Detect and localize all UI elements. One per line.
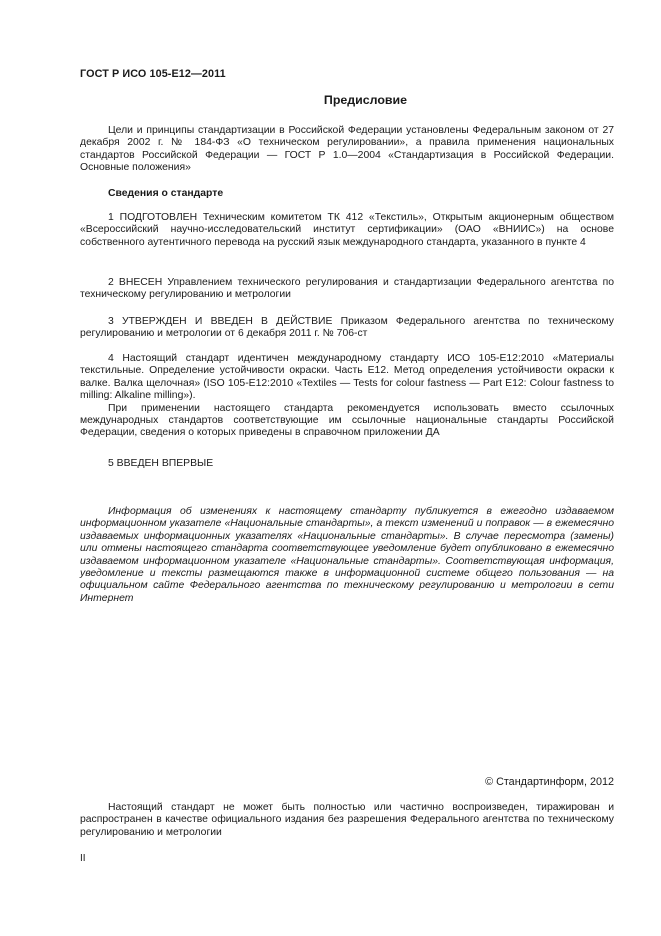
item-3: [80, 316, 614, 341]
intro-paragraph: [80, 125, 614, 175]
notice-paragraph: [80, 506, 614, 605]
info-heading: Сведения о стандарте: [108, 188, 224, 199]
page-title: Предисловие: [323, 93, 408, 107]
item-4-text: 4 Настоящий стандарт идентичен международному стандарту ИСО 105-E12:2010 «Материалы текстильные. Определение устойчивости окраски. Часть E12. Метод определения устойчивости окраски к валке. Валка щелочная» (ISO 105-E12:2010 «Textiles — Tests for colour fastness — Part E12: Colour fastness to milling: Alkaline milling»).: [80, 353, 614, 402]
item-2-text: 2 ВНЕСЕН Управлением технического регулирования и стандартизации Федерального агентства по техническому регулированию и метрологии: [80, 277, 614, 301]
item-3-text: 3 УТВЕРЖДЕН И ВВЕДЕН В ДЕЙСТВИЕ Приказом Федерального агентства по техническому регулированию и метрологии от 6 декабря 2011 г. № 706-ст: [80, 316, 614, 340]
document-code: ГОСТ Р ИСО 105-E12—2011: [80, 68, 226, 80]
reproduction-paragraph: [80, 802, 614, 839]
page-number: II: [80, 853, 86, 864]
item-4: [80, 353, 614, 440]
intro-text: Цели и принципы стандартизации в Российской Федерации установлены Федеральным законом от 27 декабря 2002 г. № 184-ФЗ «О техническом регулировании», а правила применения национальных стандартов Российской Федерации — ГОСТ Р 1.0—2004 «Стандартизация в Российской Федерации. Основные положения»: [80, 125, 614, 174]
item-4-note: При применении настоящего стандарта рекомендуется использовать вместо ссылочных международных стандартов соответствующие им ссылочные национальные стандарты Российской Федерации, сведения о которых приведены в справочном приложении ДА: [80, 402, 614, 439]
reproduction-text: Настоящий стандарт не может быть полностью или частично воспроизведен, тиражирован и распространен в качестве официального издания без разрешения Федерального агентства по техническому регулированию и метрологии: [80, 802, 614, 838]
item-5-text: 5 ВВЕДЕН ВПЕРВЫЕ: [108, 458, 214, 469]
item-5: [80, 458, 614, 470]
item-2: [80, 277, 614, 302]
notice-text: Информация об изменениях к настоящему стандарту публикуется в ежегодно издаваемом информационном указателе «Национальные стандарты», а текст изменений и поправок — в ежемесячно издаваемых информационных указателях «Национальные стандарты». В случае пересмотра (замены) или отмены настоящего стандарта соответствующее уведомление будет опубликовано в ежемесячно издаваемом информационном указателе «Национальные стандарты». Соответствующая информация, уведомление и тексты размещаются также в информационной системе общего пользования — на официальном сайте Федерального агентства по техническому регулированию и метрологии в сети Интернет: [80, 506, 614, 604]
item-1: [80, 212, 614, 249]
item-1-text: 1 ПОДГОТОВЛЕН Техническим комитетом ТК 412 «Текстиль», Открытым акционерным обществом «Всероссийский научно-исследовательский институт сертификации» (ОАО «ВНИИС») на основе собственного аутентичного перевода на русский язык международного стандарта, указанного в пункте 4: [80, 212, 614, 248]
copyright: © Стандартинформ, 2012: [485, 776, 614, 788]
